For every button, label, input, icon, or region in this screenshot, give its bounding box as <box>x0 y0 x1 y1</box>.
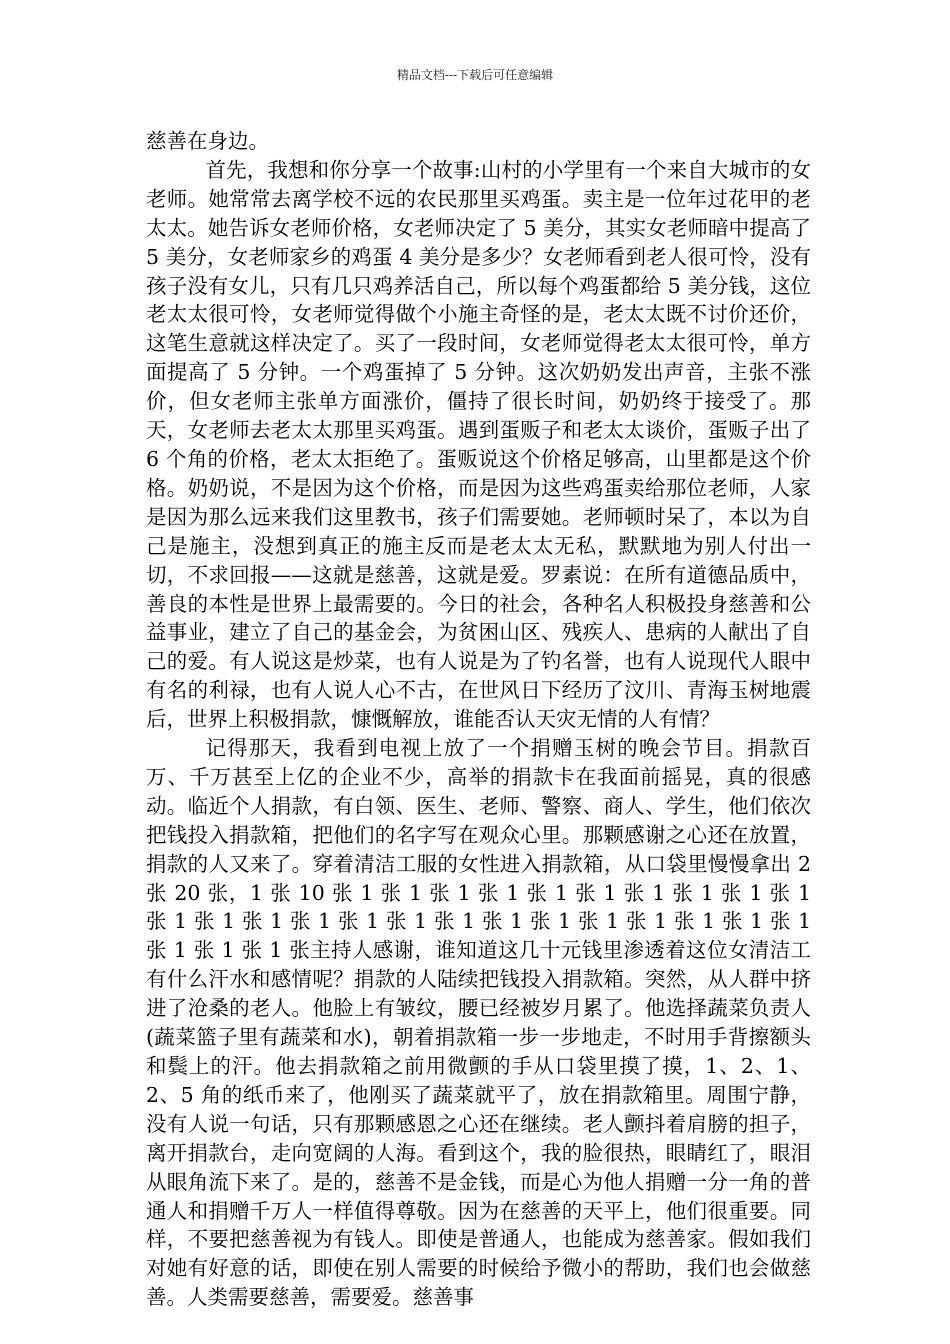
page-header: 精品文档---下载后可任意编辑 <box>396 68 554 82</box>
paragraph: 记得那天，我看到电视上放了一个捐赠玉树的晚会节目。捐款百万、千万甚至上亿的企业不少，高举的捐款卡在我面前摇晃，真的很感动。临近个人捐款，有白领、医生、老师、警察、商人、学生，他们依次把钱投入捐款箱，把他们的名字写在观众心里。那颗感谢之心还在放置，捐款的人又来了。穿着清洁工服的女性进入捐款箱，从口袋里慢慢拿出 2 张 20 张，1 张 10 张 1 张 1 张 1 张 1 张 1 张 1 张 1 张 1 张 1 张 1 张 1 张 1 张 1 张 1 张 1 张 1 张 1 张 1 张 1 张 1 张 1 张 1 张 1 张 1 张 1 张 1 张 1 张主持人感谢，谁知道这几十元钱里渗透着这位女清洁工有什么汗水和感情呢？捐款的人陆续把钱投入捐款箱。突然，从人群中挤进了沧桑的老人。他脸上有皱纹，腰已经被岁月累了。他选择蔬菜负责人(蔬菜篮子里有蔬菜和水)，朝着捐款箱一步一步地走，不时用手背擦额头和鬓上的汗。他去捐款箱之前用微颤的手从口袋里摸了摸，1、2、1、2、5 角的纸币来了，他刚买了蔬菜就平了，放在捐款箱里。周围宁静，没有人说一句话，只有那颗感恩之心还在继续。老人颤抖着肩膀的担子，离开捐款台，走向宽阔的人海。看到这个，我的脸很热，眼睛红了，眼泪从眼角流下来了。是的，慈善不是金钱，而是心为他人捐赠一分一角的普通人和捐赠千万人一样值得尊敬。因为在慈善的天平上，他们很重要。同样，不要把慈善视为有钱人。即使是普通人，也能成为慈善家。假如我们对她有好意的话，即使在别人需要的时候给予微小的帮助，我们也会做慈善。人类需要慈善，需要爱。慈善事 <box>146 736 811 1310</box>
document-body <box>146 127 811 1312</box>
paragraph: 首先，我想和你分享一个故事:山村的小学里有一个来自大城市的女老师。她常常去离学校不远的农民那里买鸡蛋。卖主是一位年过花甲的老太太。她告诉女老师价格，女老师决定了 5 美分，其实女老师暗中提高了 5 美分，女老师家乡的鸡蛋 4 美分是多少？女老师看到老人很可怜，没有孩子没有女儿，只有几只鸡养活自己，所以每个鸡蛋都给 5 美分钱，这位老太太很可怜，女老师觉得做个小施主奇怪的是，老太太既不讨价还价，这笔生意就这样决定了。买了一段时间，女老师觉得老太太很可怜，单方面提高了 5 分钟。一个鸡蛋掉了 5 分钟。这次奶奶发出声音，主张不涨价，但女老师主张单方面涨价，僵持了很长时间，奶奶终于接受了。那天，女老师去老太太那里买鸡蛋。遇到蛋贩子和老太太谈价，蛋贩子出了 6 个角的价格，老太太拒绝了。蛋贩说这个价格足够高，山里都是这个价格。奶奶说，不是因为这个价格，而是因为这些鸡蛋卖给那位老师，人家是因为那么远来我们这里教书，孩子们需要她。老师顿时呆了，本以为自己是施主，没想到真正的施主反而是老太太无私，默默地为别人付出一切，不求回报——这就是慈善，这就是爱。罗素说：在所有道德品质中，善良的本性是世界上最需要的。今日的社会，各种名人积极投身慈善和公益事业，建立了自己的基金会，为贫困山区、残疾人、患病的人献出了自己的爱。有人说这是炒菜，也有人说是为了钓名誉，也有人说现代人眼中有名的利禄，也有人说人心不古，在世风日下经历了汶川、青海玉树地震后，世界上积极捐款，慷慨解放，谁能否认天灾无情的人有情？ <box>146 157 811 732</box>
paragraph: 慈善在身边。 <box>146 129 269 153</box>
